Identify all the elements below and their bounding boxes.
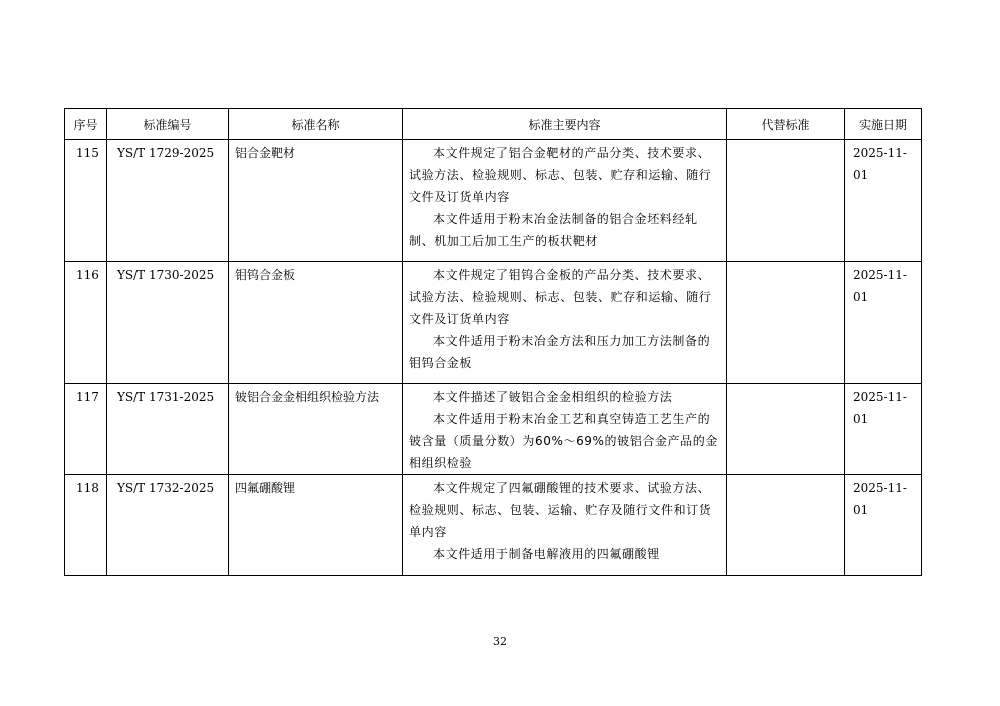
row-replaces [727, 140, 845, 262]
row-content [403, 262, 727, 384]
content-paragraph: 本文件适用于粉末冶金工艺和真空铸造工艺生产的铍含量（质量分数）为60%～69%的铍铝合金产品的金相组织检验 [409, 412, 718, 470]
content-paragraph: 本文件描述了铍铝合金金相组织的检验方法 [433, 390, 673, 404]
row-replaces [727, 384, 845, 475]
header-date: 实施日期 [845, 109, 922, 140]
row-seq: 115 [65, 140, 107, 262]
content-paragraph: 本文件规定了钼钨合金板的产品分类、技术要求、试验方法、检验规则、标志、包装、贮存和运输、随行文件及订货单内容 [409, 268, 712, 326]
row-name: 四氟硼酸锂 [229, 475, 403, 576]
header-row [65, 109, 922, 140]
content-paragraph: 本文件适用于制备电解液用的四氟硼酸锂 [433, 547, 660, 561]
header-content: 标准主要内容 [403, 109, 727, 140]
row-date: 2025-11-01 [845, 140, 922, 262]
row-date: 2025-11-01 [845, 384, 922, 475]
row-code: YS/T 1730-2025 [107, 262, 229, 384]
row-code: YS/T 1729-2025 [107, 140, 229, 262]
row-code: YS/T 1732-2025 [107, 475, 229, 576]
table-body [65, 140, 922, 576]
row-seq: 117 [65, 384, 107, 475]
content-paragraph: 本文件适用于粉末冶金法制备的铝合金坯料经轧制、机加工后加工生产的板状靶材 [409, 212, 698, 248]
table-row [65, 384, 922, 475]
row-date: 2025-11-01 [845, 475, 922, 576]
table-row [65, 475, 922, 576]
row-code: YS/T 1731-2025 [107, 384, 229, 475]
row-content [403, 140, 727, 262]
row-replaces [727, 262, 845, 384]
row-seq: 116 [65, 262, 107, 384]
page-number: 32 [493, 635, 507, 648]
row-name: 钼钨合金板 [229, 262, 403, 384]
content-paragraph: 本文件规定了四氟硼酸锂的技术要求、试验方法、检验规则、标志、包装、运输、贮存及随行文件和订货单内容 [409, 481, 712, 539]
header-code: 标准编号 [107, 109, 229, 140]
row-name: 铍铝合金金相组织检验方法 [229, 384, 403, 475]
table-row [65, 262, 922, 384]
standards-table [64, 108, 922, 576]
row-name: 铝合金靶材 [229, 140, 403, 262]
table-row [65, 140, 922, 262]
header-replaces: 代替标准 [727, 109, 845, 140]
row-replaces [727, 475, 845, 576]
header-seq: 序号 [65, 109, 107, 140]
content-paragraph: 本文件规定了铝合金靶材的产品分类、技术要求、试验方法、检验规则、标志、包装、贮存和运输、随行文件及订货单内容 [409, 146, 712, 204]
table-header [65, 109, 922, 140]
row-content [403, 475, 727, 576]
row-seq: 118 [65, 475, 107, 576]
row-content [403, 384, 727, 475]
content-paragraph: 本文件适用于粉末冶金方法和压力加工方法制备的钼钨合金板 [409, 334, 711, 370]
header-name: 标准名称 [229, 109, 403, 140]
row-date: 2025-11-01 [845, 262, 922, 384]
